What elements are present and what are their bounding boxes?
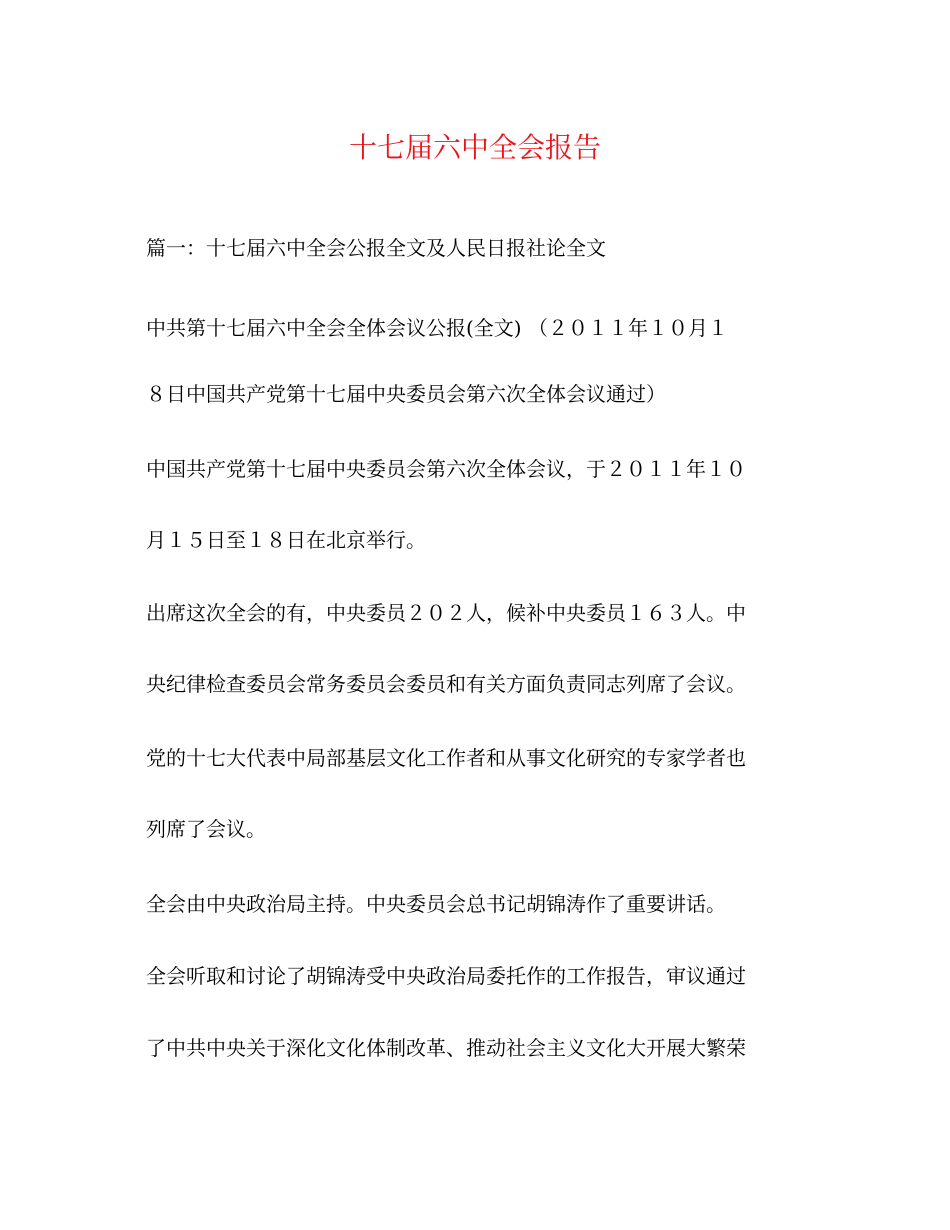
text-line: 全会由中央政治局主持。中央委员会总书记胡锦涛作了重要讲话。 — [146, 892, 726, 916]
text-line: 中国共产党第十七届中央委员会第六次全体会议，于２０１１年１０ — [146, 457, 746, 481]
text-line: ８日中国共产党第十七届中央委员会第六次全体会议通过） — [146, 382, 666, 406]
text-line: 月１５日至１８日在北京举行。 — [146, 528, 426, 552]
text-line: 列席了会议。 — [146, 817, 266, 841]
text-line: 党的十七大代表中局部基层文化工作者和从事文化研究的专家学者也 — [146, 746, 746, 770]
document-title: 十七届六中全会报告 — [348, 131, 601, 164]
heading-line: 篇一：十七届六中全会公报全文及人民日报社论全文 — [146, 236, 606, 260]
text-line: 全会听取和讨论了胡锦涛受中央政治局委托作的工作报告，审议通过 — [146, 964, 746, 988]
text-line: 央纪律检查委员会常务委员会委员和有关方面负责同志列席了会议。 — [146, 672, 746, 696]
text-line: 中共第十七届六中全会全体会议公报(全文) （２０１１年１０月１ — [146, 316, 728, 340]
text-line: 出席这次全会的有，中央委员２０２人，候补中央委员１６３人。中 — [146, 601, 746, 625]
text-line: 了中共中央关于深化文化体制改革、推动社会主义文化大开展大繁荣 — [146, 1036, 746, 1060]
